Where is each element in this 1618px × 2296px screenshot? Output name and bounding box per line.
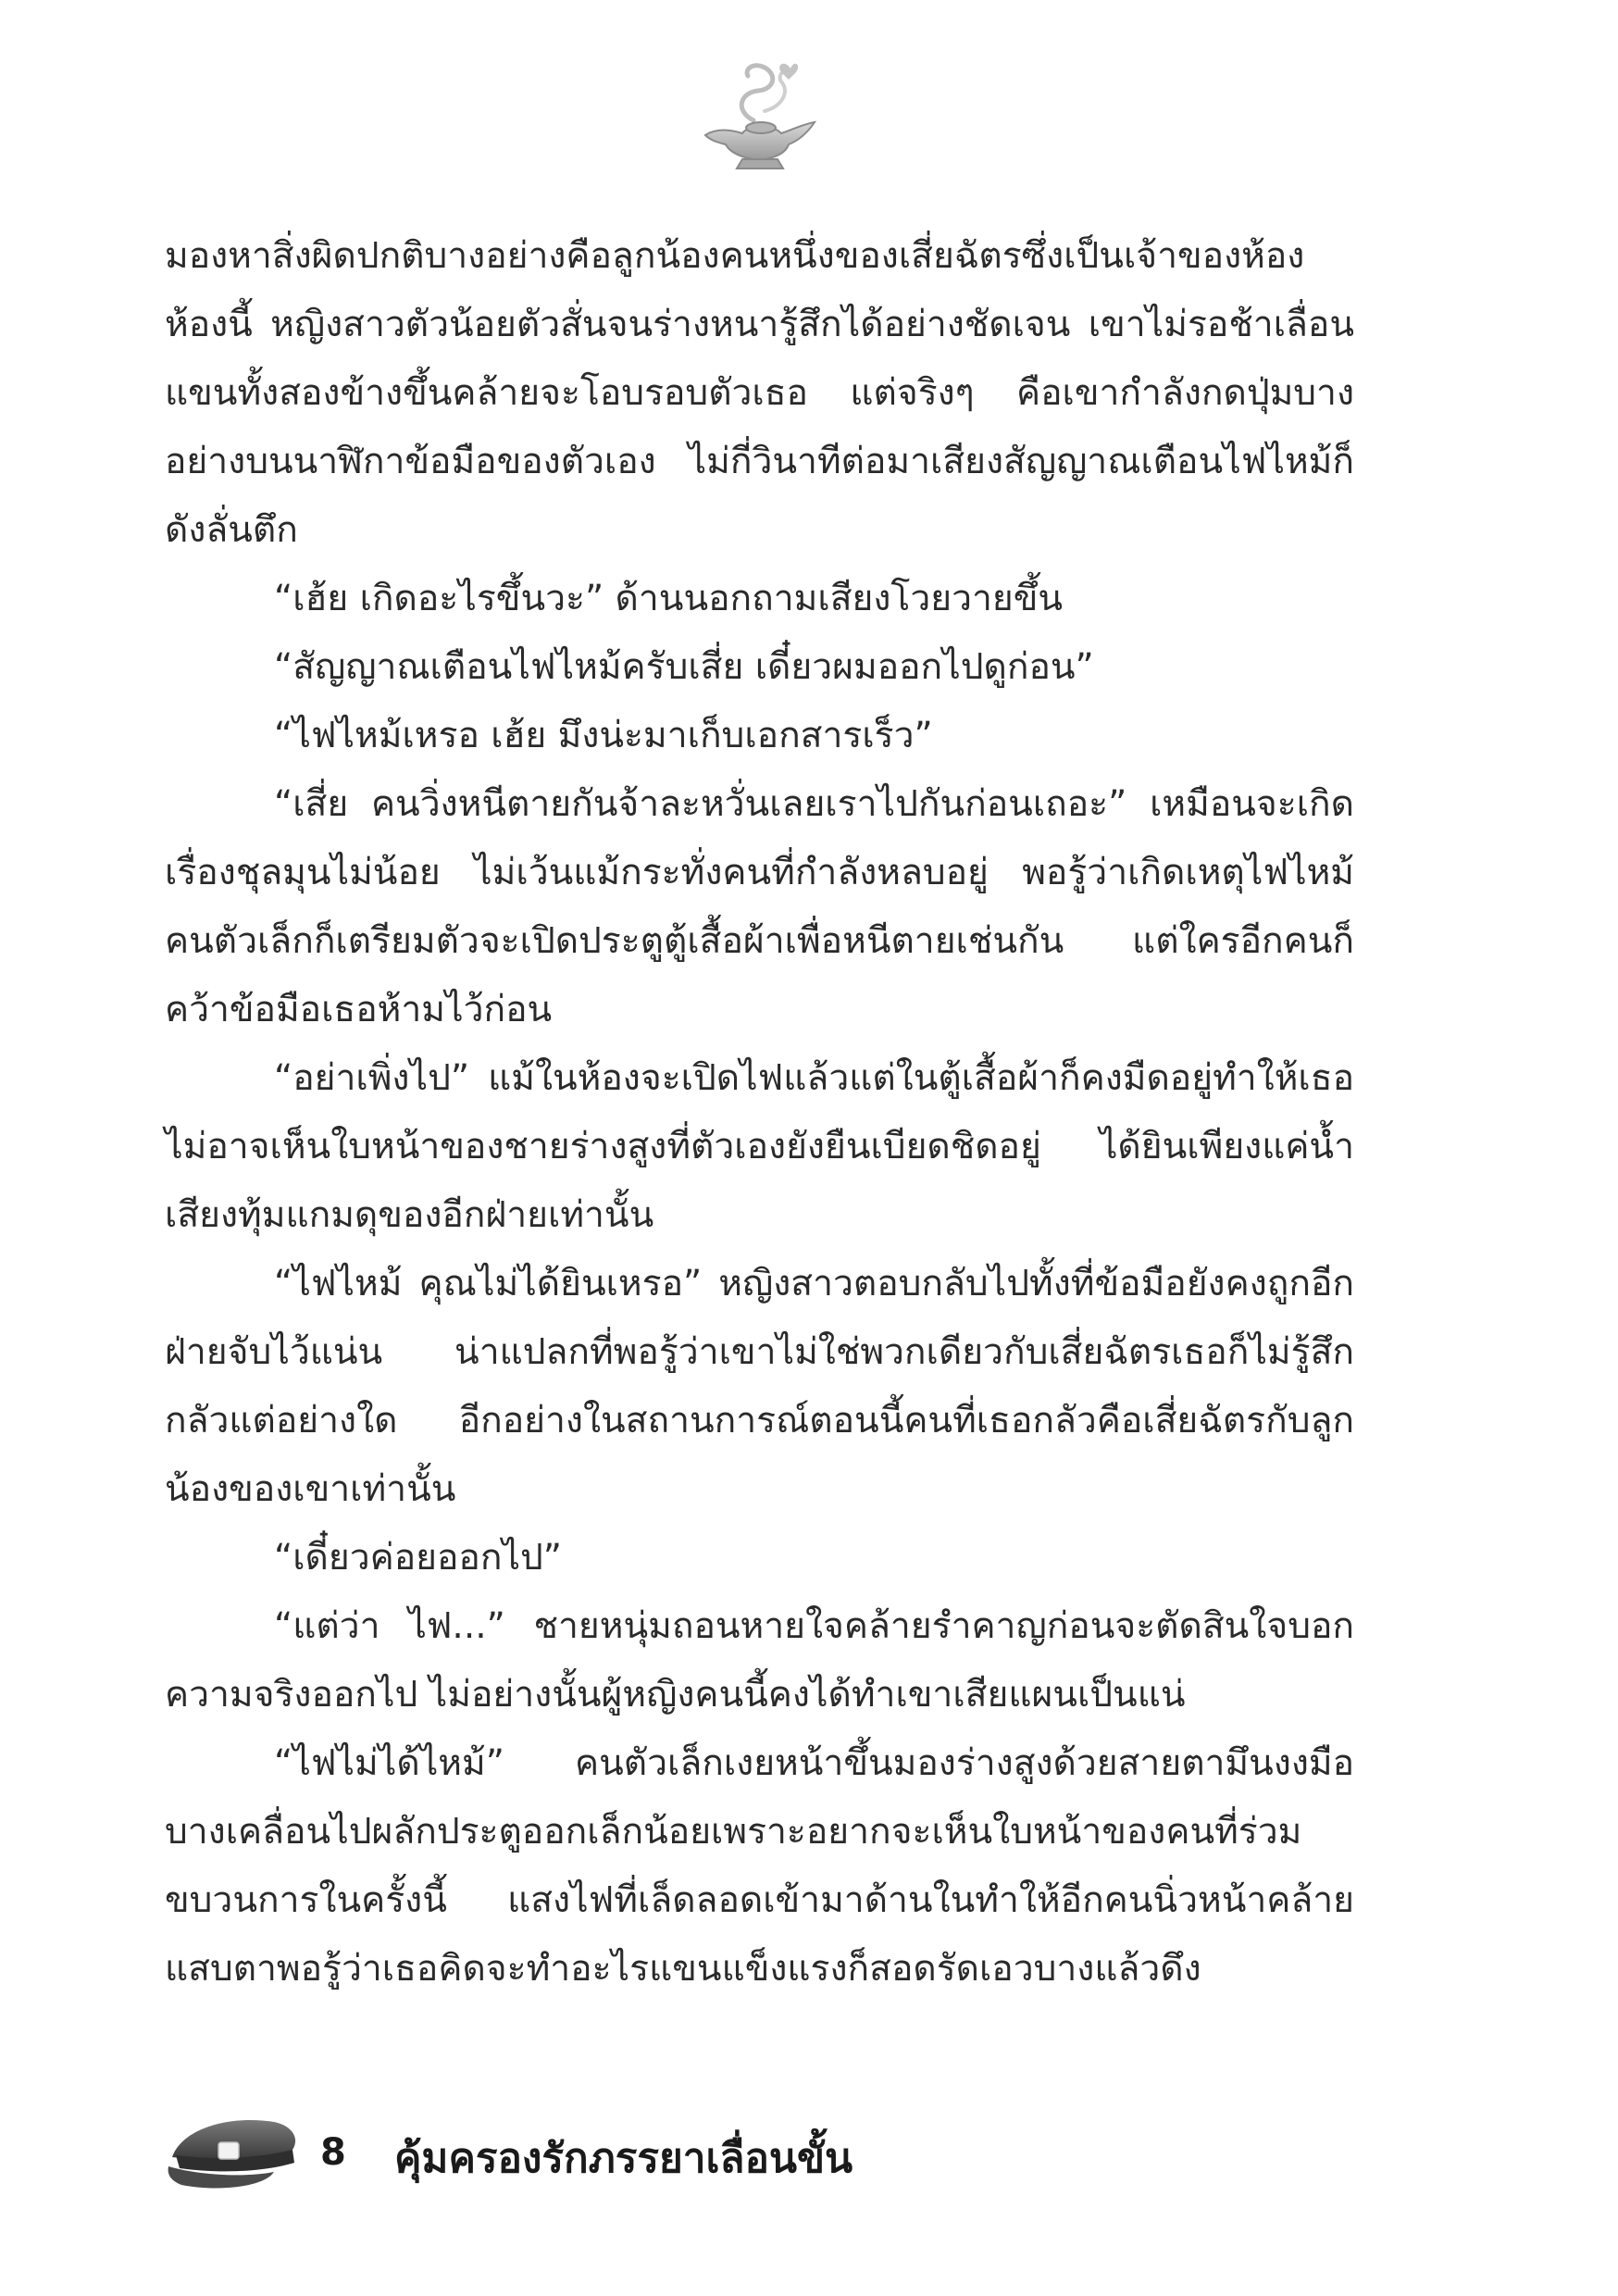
paragraph: “ไฟไม่ได้ไหม้” คนตัวเล็กเงยหน้าขึ้นมองร่างสูงด้วยสายตามึนงงมือบางเคลื่อนไปผลักประตูออกเล็กน้อยเพราะอยากจะเห็นใบหน้าของคนที่ร่วมขบวนการในครั้งนี้ แสงไฟที่เล็ดลอดเข้ามาด้านในทำให้อีกคนนิ่วหน้าคล้ายแสบตาพอรู้ว่าเธอคิดจะทำอะไรแขนแข็งแรงก็สอดรัดเอวบางแล้วดึง xyxy=(165,1742,1354,1990)
paragraph: “เดี๋ยวค่อยออกไป” xyxy=(274,1537,563,1578)
paragraph: “ไฟไหม้เหรอ เฮ้ย มึงน่ะมาเก็บเอกสารเร็ว” xyxy=(274,715,933,756)
police-cap-icon xyxy=(163,2102,302,2203)
paragraph: “สัญญาณเตือนไฟไหม้ครับเสี่ย เดี๋ยวผมออกไปดูก่อน” xyxy=(274,646,1094,688)
paragraph: “เฮ้ย เกิดอะไรขึ้นวะ” ด้านนอกถามเสียงโวยวายขึ้น xyxy=(274,578,1064,619)
paragraph: “เสี่ย คนวิ่งหนีตายกันจ้าละหวั่นเลยเราไปกันก่อนเถอะ” เหมือนจะเกิดเรื่องชุลมุนไม่น้อย ไม่เว้นแม้กระทั่งคนที่กำลังหลบอยู่ พอรู้ว่าเกิดเหตุไฟไหม้คนตัวเล็กก็เตรียมตัวจะเปิดประตูตู้เสื้อผ้าเพื่อหนีตายเช่นกัน แต่ใครอีกคนก็คว้าข้อมือเธอห้ามไว้ก่อน xyxy=(165,783,1354,1030)
body-text xyxy=(165,222,1354,2003)
book-title: คุ้มครองรักภรรยาเลื่อนขั้น xyxy=(394,2135,853,2182)
paragraph: “อย่าเพิ่งไป” แม้ในห้องจะเปิดไฟแล้วแต่ในตู้เสื้อผ้าก็คงมืดอยู่ทำให้เธอไม่อาจเห็นใบหน้าของชายร่างสูงที่ตัวเองยังยืนเบียดชิดอยู่ ได้ยินเพียงแค่น้ำเสียงทุ้มแกมดุของอีกฝ่ายเท่านั้น xyxy=(165,1057,1354,1236)
genie-lamp-icon xyxy=(689,56,828,176)
page-footer xyxy=(163,2102,1366,2213)
page-number: 8 xyxy=(320,2131,346,2174)
paragraph: “แต่ว่า ไฟ...” ชายหนุ่มถอนหายใจคล้ายรำคาญก่อนจะตัดสินใจบอกความจริงออกไป ไม่อย่างนั้นผู้หญิงคนนี้คงได้ทำเขาเสียแผนเป็นแน่ xyxy=(165,1605,1354,1716)
paragraph: มองหาสิ่งผิดปกติบางอย่างคือลูกน้องคนหนึ่งของเสี่ยฉัตรซึ่งเป็นเจ้าของห้องห้องนี้ หญิงสาวตัวน้อยตัวสั่นจนร่างหนารู้สึกได้อย่างชัดเจน เขาไม่รอช้าเลื่อนแขนทั้งสองข้างขึ้นคล้ายจะโอบรอบตัวเธอ แต่จริงๆ คือเขากำลังกดปุ่มบางอย่างบนนาฬิกาข้อมือของตัวเอง ไม่กี่วินาทีต่อมาเสียงสัญญาณเตือนไฟไหม้ก็ดังลั่นตึก xyxy=(165,235,1354,551)
paragraph: “ไฟไหม้ คุณไม่ได้ยินเหรอ” หญิงสาวตอบกลับไปทั้งที่ข้อมือยังคงถูกอีกฝ่ายจับไว้แน่น น่าแปลกที่พอรู้ว่าเขาไม่ใช่พวกเดียวกับเสี่ยฉัตรเธอก็ไม่รู้สึกกลัวแต่อย่างใด อีกอย่างในสถานการณ์ตอนนี้คนที่เธอกลัวคือเสี่ยฉัตรกับลูกน้องของเขาเท่านั้น xyxy=(165,1263,1354,1510)
